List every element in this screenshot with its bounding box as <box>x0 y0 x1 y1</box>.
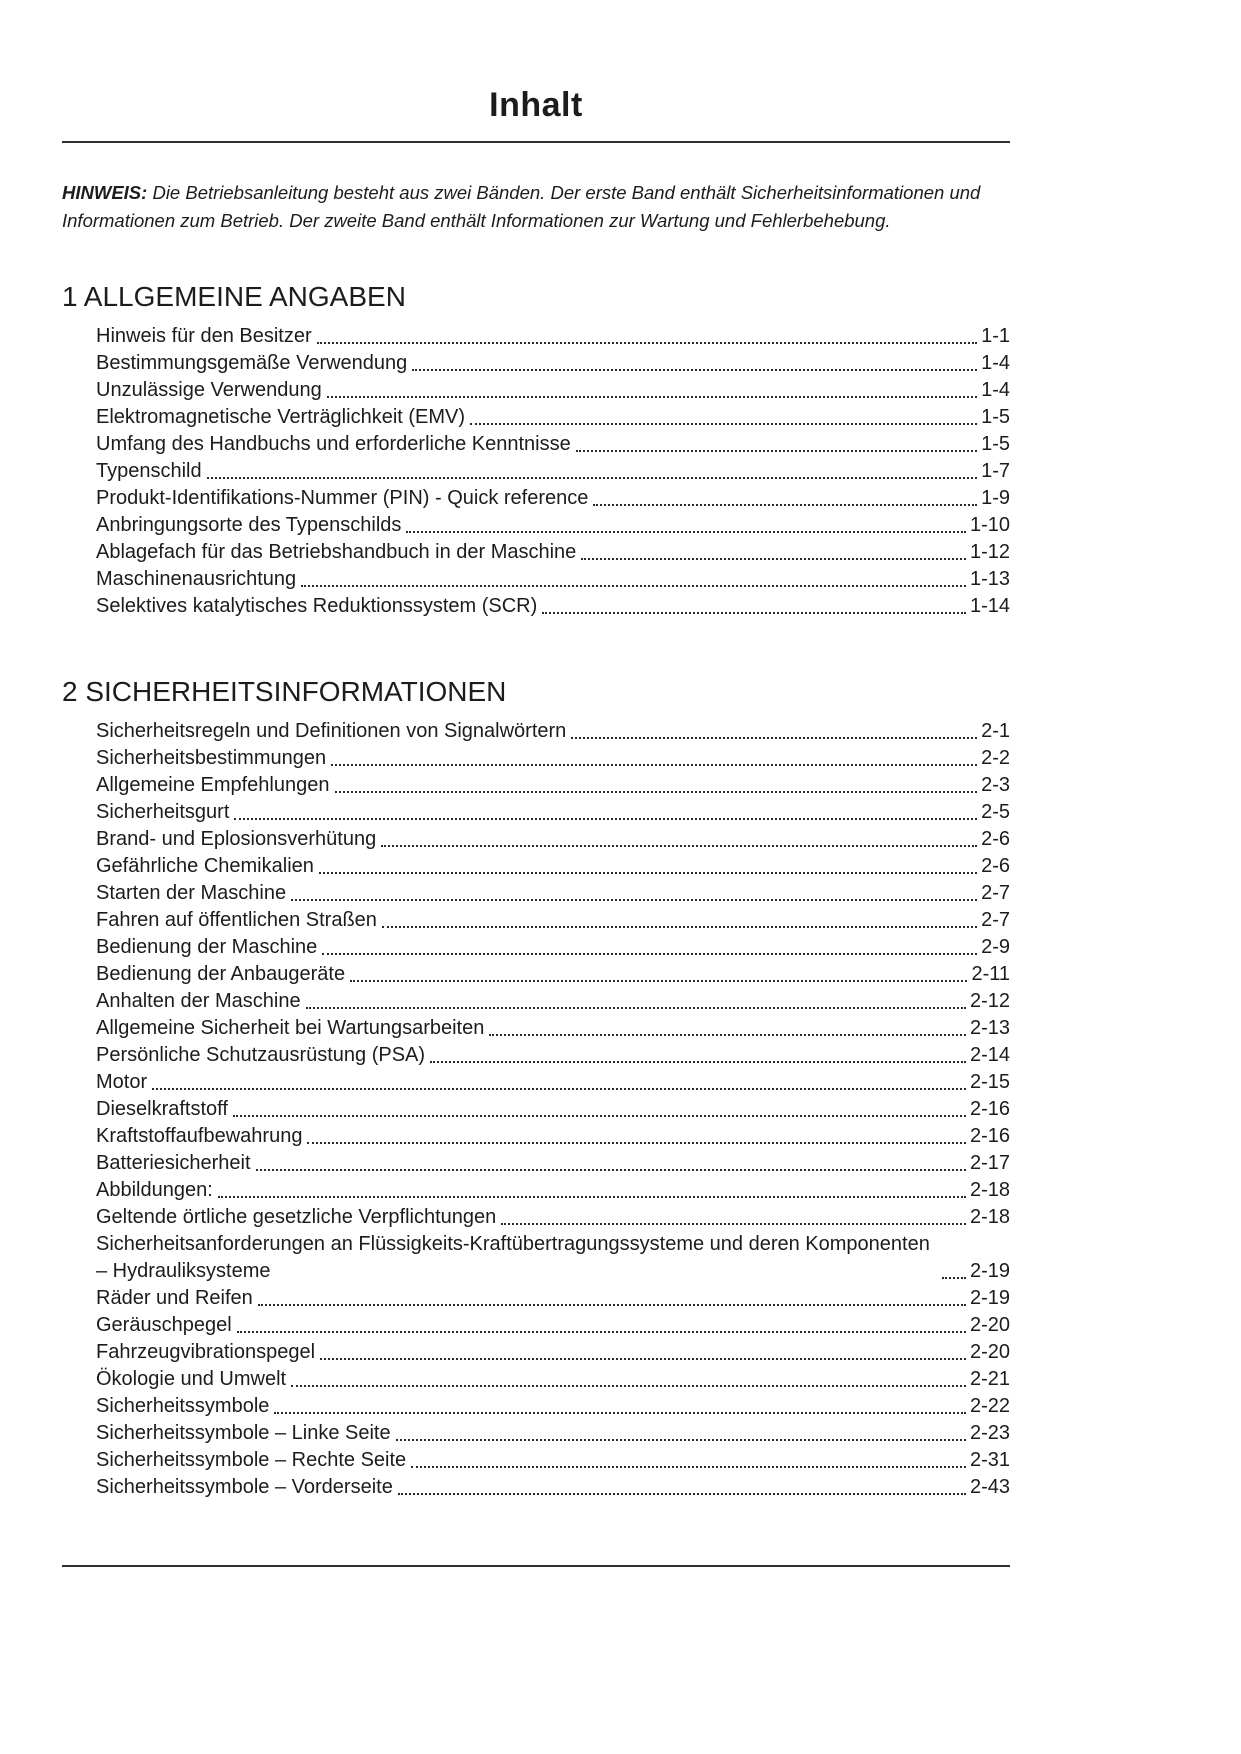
toc-entry-title: Elektromagnetische Verträglichkeit (EMV) <box>96 405 466 428</box>
toc-entry-title: Bedienung der Maschine <box>96 935 318 958</box>
toc-leader-dots <box>398 1493 966 1495</box>
toc-entry-page: 1-1 <box>981 324 1010 347</box>
toc-entry-title: Geltende örtliche gesetzliche Verpflichtungen <box>96 1205 497 1228</box>
toc-entry-title: Anhalten der Maschine <box>96 989 301 1012</box>
toc-entry-title: Allgemeine Sicherheit bei Wartungsarbeiten <box>96 1016 485 1039</box>
toc-leader-dots <box>489 1034 966 1036</box>
title-divider <box>62 141 1010 143</box>
toc-leader-dots <box>942 1277 966 1279</box>
toc-entry-page: 2-43 <box>969 1475 1010 1498</box>
note-text: Die Betriebsanleitung besteht aus zwei Bänden. Der erste Band enthält Sicherheitsinformationen und Informationen zum Betrieb. Der zweite Band enthält Informationen zur Wartung und Fehlerbehebung. <box>62 182 981 231</box>
toc-entry <box>96 826 1010 853</box>
toc-entry-title: Fahren auf öffentlichen Straßen <box>96 908 377 931</box>
toc-entry <box>96 1474 1010 1501</box>
toc-entry-page: 2-17 <box>969 1151 1010 1174</box>
toc-entry-title: Bestimmungsgemäße Verwendung <box>96 351 408 374</box>
toc-entry-page: 2-6 <box>981 827 1010 850</box>
toc-leader-dots <box>381 845 977 847</box>
toc-entry-page: 2-31 <box>969 1448 1010 1471</box>
toc-leader-dots <box>501 1223 966 1225</box>
toc-entry-title: Sicherheitsregeln und Definitionen von Signalwörtern <box>96 719 567 742</box>
toc-entry-title: Gefährliche Chemikalien <box>96 854 314 877</box>
toc-entry-title: Umfang des Handbuchs und erforderliche Kenntnisse <box>96 432 571 455</box>
toc-entry-page: 2-7 <box>981 908 1010 931</box>
toc-leader-dots <box>306 1007 966 1009</box>
toc-entry <box>96 485 1010 512</box>
toc-entry <box>96 1015 1010 1042</box>
toc-entry <box>96 1096 1010 1123</box>
toc-entry-page: 2-14 <box>969 1043 1010 1066</box>
note-label: HINWEIS: <box>62 182 148 203</box>
toc-entry-page: 2-16 <box>969 1097 1010 1120</box>
toc-entry-title: Sicherheitsgurt <box>96 800 230 823</box>
toc-leader-dots <box>291 1385 966 1387</box>
toc-entry-page: 1-10 <box>969 513 1010 536</box>
toc-entry-title: Sicherheitsanforderungen an Flüssigkeits-Kraftübertragungssysteme und deren Komponenten – Hydrauliksysteme <box>96 1232 930 1282</box>
toc-entry-title: Bedienung der Anbaugeräte <box>96 962 346 985</box>
toc-entry <box>96 566 1010 593</box>
toc-entry <box>96 1366 1010 1393</box>
toc-leader-dots <box>576 450 977 452</box>
toc-entry <box>96 745 1010 772</box>
toc-entry-page: 2-18 <box>969 1178 1010 1201</box>
toc-entry <box>96 853 1010 880</box>
toc-entry <box>96 539 1010 566</box>
toc-entry-title: Abbildungen: <box>96 1178 213 1201</box>
toc-leader-dots <box>542 612 966 614</box>
toc-leader-dots <box>317 342 977 344</box>
toc-entry-title: Ablagefach für das Betriebshandbuch in der Maschine <box>96 540 577 563</box>
toc-entry <box>96 1069 1010 1096</box>
toc-entry-page: 2-11 <box>971 962 1010 985</box>
toc-leader-dots <box>234 818 977 820</box>
toc-leader-dots <box>406 531 966 533</box>
toc-leader-dots <box>301 585 966 587</box>
toc-entry-page: 2-9 <box>981 935 1010 958</box>
toc-entry-title: Typenschild <box>96 459 202 482</box>
page-title: Inhalt <box>489 86 583 124</box>
toc-entry-page: 2-23 <box>969 1421 1010 1444</box>
section-heading: 2 SICHERHEITSINFORMATIONEN <box>62 675 507 707</box>
toc-sections <box>62 281 1010 1501</box>
toc-entry <box>96 1177 1010 1204</box>
toc-leader-dots <box>411 1466 966 1468</box>
toc-leader-dots <box>307 1142 966 1144</box>
toc-entry <box>96 1447 1010 1474</box>
toc-entry-page: 2-6 <box>981 854 1010 877</box>
toc-entry-title: Kraftstoffaufbewahrung <box>96 1124 303 1147</box>
toc-leader-dots <box>581 558 966 560</box>
toc-entry-title: Selektives katalytisches Reduktionssystem (SCR) <box>96 594 538 617</box>
toc-entry <box>96 1150 1010 1177</box>
toc-entry-page: 2-5 <box>981 800 1010 823</box>
section-heading: 1 ALLGEMEINE ANGABEN <box>62 280 406 312</box>
toc-leader-dots <box>327 396 977 398</box>
toc-entry <box>96 1231 1010 1285</box>
toc-entry <box>96 458 1010 485</box>
toc-entry <box>96 377 1010 404</box>
toc-entry-page: 2-16 <box>969 1124 1010 1147</box>
toc-entry-list <box>96 718 1010 1501</box>
toc-entry-title: Sicherheitssymbole – Linke Seite <box>96 1421 391 1444</box>
toc-entry-title: Hinweis für den Besitzer <box>96 324 312 347</box>
toc-entry-page: 2-21 <box>969 1367 1010 1390</box>
toc-entry-page: 2-20 <box>969 1313 1010 1336</box>
toc-entry <box>96 323 1010 350</box>
toc-leader-dots <box>291 899 977 901</box>
toc-entry <box>96 1042 1010 1069</box>
toc-leader-dots <box>256 1169 966 1171</box>
toc-leader-dots <box>412 369 977 371</box>
toc-entry-page: 1-7 <box>981 459 1010 482</box>
toc-leader-dots <box>335 791 978 793</box>
toc-entry-page: 2-20 <box>969 1340 1010 1363</box>
toc-entry-page: 2-19 <box>969 1286 1010 1309</box>
toc-entry <box>96 934 1010 961</box>
toc-entry-title: Unzulässige Verwendung <box>96 378 322 401</box>
toc-leader-dots <box>331 764 977 766</box>
toc-entry <box>96 988 1010 1015</box>
toc-entry <box>96 1339 1010 1366</box>
footer-divider <box>62 1565 1010 1567</box>
toc-leader-dots <box>382 926 977 928</box>
toc-leader-dots <box>218 1196 966 1198</box>
toc-entry <box>96 1123 1010 1150</box>
toc-entry <box>96 1204 1010 1231</box>
toc-entry-title: Sicherheitsbestimmungen <box>96 746 327 769</box>
toc-entry <box>96 799 1010 826</box>
toc-entry-page: 1-4 <box>981 351 1010 374</box>
note-paragraph <box>62 179 1010 235</box>
toc-entry-title: Dieselkraftstoff <box>96 1097 228 1120</box>
toc-entry-title: Persönliche Schutzausrüstung (PSA) <box>96 1043 426 1066</box>
toc-leader-dots <box>207 477 977 479</box>
toc-entry-title: Geräuschpegel <box>96 1313 232 1336</box>
toc-leader-dots <box>274 1412 966 1414</box>
toc-entry <box>96 1312 1010 1339</box>
toc-entry-page: 2-7 <box>981 881 1010 904</box>
toc-entry-page: 2-19 <box>969 1259 1010 1282</box>
toc-leader-dots <box>322 953 977 955</box>
toc-entry-page: 2-15 <box>969 1070 1010 1093</box>
toc-entry <box>96 772 1010 799</box>
toc-entry-title: Produkt-Identifikations-Nummer (PIN) - Quick reference <box>96 486 589 509</box>
toc-entry-page: 1-5 <box>981 432 1010 455</box>
toc-entry-page: 2-1 <box>981 719 1010 742</box>
toc-leader-dots <box>593 504 977 506</box>
toc-leader-dots <box>571 737 977 739</box>
toc-leader-dots <box>237 1331 966 1333</box>
toc-entry-page: 2-12 <box>969 989 1010 1012</box>
toc-leader-dots <box>396 1439 966 1441</box>
toc-entry <box>96 512 1010 539</box>
toc-entry-title: Fahrzeugvibrationspegel <box>96 1340 316 1363</box>
toc-leader-dots <box>430 1061 966 1063</box>
toc-entry <box>96 1285 1010 1312</box>
toc-entry-title: Brand- und Eplosionsverhütung <box>96 827 377 850</box>
toc-entry <box>96 880 1010 907</box>
toc-entry <box>96 907 1010 934</box>
toc-entry-page: 2-2 <box>981 746 1010 769</box>
toc-entry-title: Anbringungsorte des Typenschilds <box>96 513 402 536</box>
toc-entry-title: Sicherheitssymbole <box>96 1394 270 1417</box>
footer-area <box>62 1565 1010 1567</box>
toc-entry-title: Allgemeine Empfehlungen <box>96 773 330 796</box>
toc-entry <box>96 1393 1010 1420</box>
toc-entry-page: 2-3 <box>981 773 1010 796</box>
toc-entry-page: 2-13 <box>969 1016 1010 1039</box>
toc-entry-title: Motor <box>96 1070 148 1093</box>
toc-entry-title: Batteriesicherheit <box>96 1151 251 1174</box>
toc-entry-title: Räder und Reifen <box>96 1286 253 1309</box>
toc-leader-dots <box>350 980 967 982</box>
toc-leader-dots <box>470 423 977 425</box>
toc-entry-page: 1-13 <box>969 567 1010 590</box>
toc-section <box>62 281 1010 620</box>
toc-entry-page: 1-14 <box>969 594 1010 617</box>
toc-entry <box>96 431 1010 458</box>
toc-entry-title: Ökologie und Umwelt <box>96 1367 287 1390</box>
toc-leader-dots <box>233 1115 966 1117</box>
toc-entry <box>96 350 1010 377</box>
toc-entry-page: 1-5 <box>981 405 1010 428</box>
toc-entry-page: 1-9 <box>981 486 1010 509</box>
toc-entry-title: Sicherheitssymbole – Rechte Seite <box>96 1448 407 1471</box>
toc-leader-dots <box>319 872 977 874</box>
toc-entry <box>96 404 1010 431</box>
toc-entry-page: 1-12 <box>969 540 1010 563</box>
toc-entry-page: 2-22 <box>969 1394 1010 1417</box>
toc-section <box>62 676 1010 1501</box>
toc-entry-title: Sicherheitssymbole – Vorderseite <box>96 1475 393 1498</box>
toc-entry <box>96 718 1010 745</box>
toc-leader-dots <box>320 1358 966 1360</box>
toc-entry <box>96 1420 1010 1447</box>
toc-entry-list <box>96 323 1010 620</box>
toc-entry-title: Maschinenausrichtung <box>96 567 297 590</box>
toc-entry-page: 2-18 <box>969 1205 1010 1228</box>
toc-entry-title: Starten der Maschine <box>96 881 287 904</box>
toc-leader-dots <box>258 1304 966 1306</box>
toc-entry <box>96 593 1010 620</box>
toc-entry-page: 1-4 <box>981 378 1010 401</box>
toc-leader-dots <box>152 1088 966 1090</box>
toc-entry <box>96 961 1010 988</box>
